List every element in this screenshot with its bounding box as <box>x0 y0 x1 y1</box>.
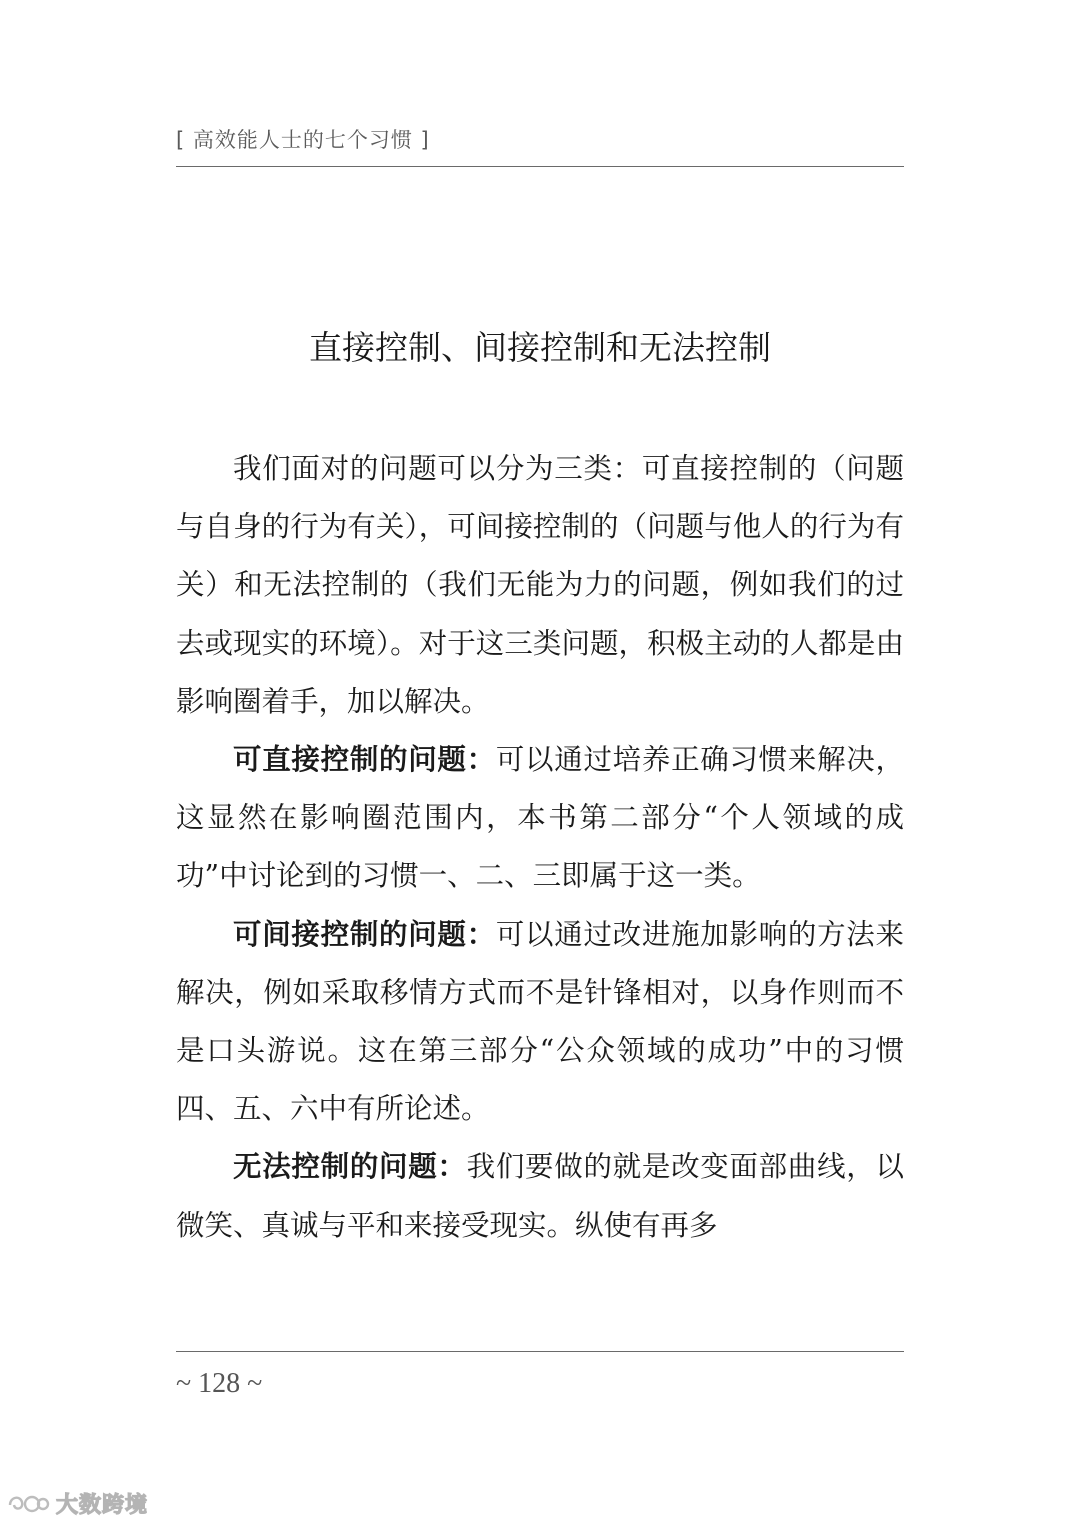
paragraph-indirect-lead: 可间接控制的问题： <box>233 917 496 951</box>
section-title: 直接控制、间接控制和无法控制 <box>309 328 771 367</box>
swirl-logo-icon <box>6 1491 50 1517</box>
paragraph-direct-lead: 可直接控制的问题： <box>233 743 496 777</box>
footer-rule <box>176 1351 904 1352</box>
paragraph-intro: 我们面对的问题可以分为三类：可直接控制的（问题与自身的行为有关），可间接控制的（问题与他人的行为有关）和无法控制的（我们无能为力的问题，例如我们的过去或现实的环境）。对于这三类问题，积极主动的人都是由影响圈着手，加以解决。 <box>176 452 904 718</box>
paragraph-indirect-text: 可以通过改进施加影响的方法来解决，例如采取移情方式而不是针锋相对，以身作则而不是口头游说。这在第三部分“公众领域的成功”中的习惯四、五、六中有所论述。 <box>176 917 904 1126</box>
paragraph-indirect <box>176 906 904 1139</box>
paragraph-direct <box>176 731 904 906</box>
header-rule <box>176 166 904 167</box>
watermark-text: 大数跨境 <box>56 1493 149 1518</box>
paragraph-direct-text: 可以通过培养正确习惯来解决，这显然在影响圈范围内，本书第二部分“个人领域的成功”中讨论到的习惯一、二、三即属于这一类。 <box>176 743 904 893</box>
paragraph-uncontrollable-lead: 无法控制的问题： <box>233 1150 467 1184</box>
page-number: ~ 128 ~ <box>176 1368 263 1399</box>
watermark <box>6 1488 148 1519</box>
paragraph-uncontrollable <box>176 1138 904 1254</box>
running-header: [ 高效能人士的七个习惯 ] <box>176 128 430 152</box>
body-text <box>176 440 904 1255</box>
paragraph-uncontrollable-text: 我们要做的就是改变面部曲线，以微笑、真诚与平和来接受现实。纵使有再多 <box>176 1150 904 1242</box>
